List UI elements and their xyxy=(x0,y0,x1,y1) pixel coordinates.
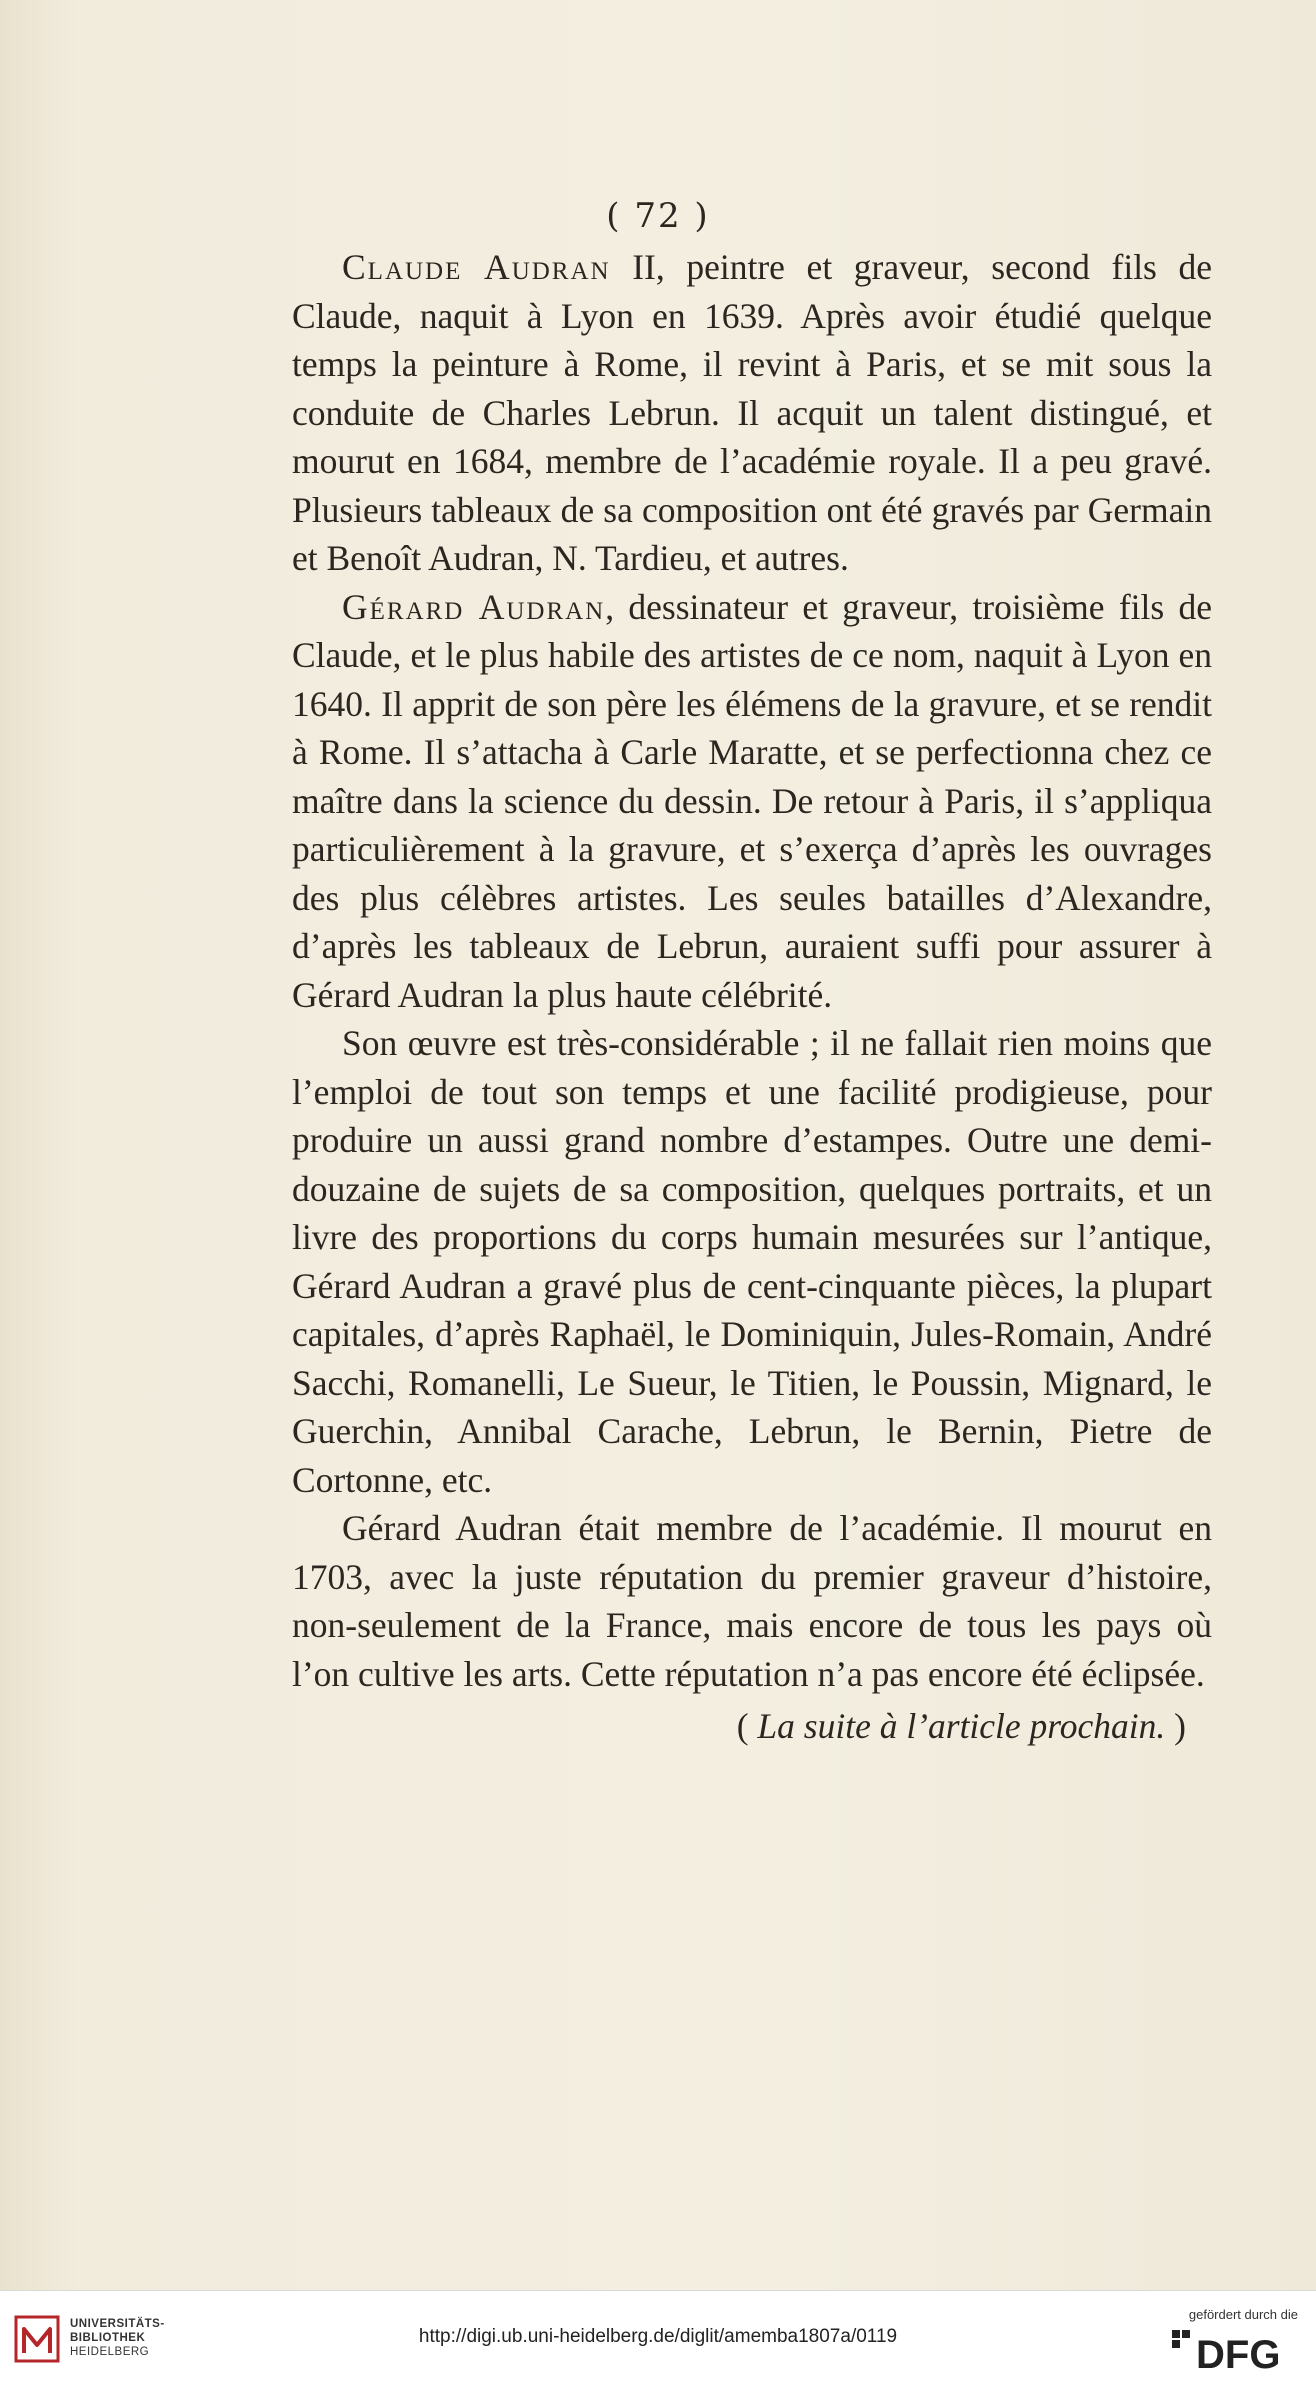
entry-name: Gérard Audran xyxy=(342,586,606,627)
permalink-url[interactable]: http://digi.ub.uni-heidelberg.de/diglit/amemba1807a/0119 xyxy=(418,2326,898,2347)
continuation-note: ( La suite à l’article prochain. ) xyxy=(736,1706,1186,1746)
paragraph-text: , dessinateur et graveur, troisième fils de Claude, et le plus habile des artistes de ce nom, naquit à Lyon en 1640. Il apprit de son père les élémens de la gravure, et se rendit à Rome. Il s’attacha à Carle Maratte, et se perfectionna chez ce maître dans la science du dessin. De retour à Paris, il s’appliqua particulièrement à la gravure, et s’exerça d’après les ouvrages des plus célèbres artistes. Les seules batailles d’Alexandre, d’après les tableaux de Lebrun, auraient suffi pour assurer à Gérard Audran la plus haute célébrité. xyxy=(292,586,1213,1015)
paragraph-text: II, peintre et graveur, second fils de Claude, naquit à Lyon en 1639. Après avoir étudié quelque temps la peinture à Rome, il revint à Paris, et se mit sous la conduite de Charles Lebrun. Il acquit un talent distingué, et mourut en 1684, membre de l’académie royale. Il a peu gravé. Plusieurs tableaux de sa composition ont été gravés par Germain et Benoît Audran, N. Tardieu, et autres. xyxy=(292,247,1213,578)
dfg-logo-icon xyxy=(1172,2330,1298,2372)
library-name[interactable]: UNIVERSITÄTS- BIBLIOTHEK HEIDELBERG xyxy=(70,2318,165,2358)
viewer-footer xyxy=(0,2290,1316,2387)
page-number: ( 72 ) xyxy=(606,196,710,236)
paragraph-oeuvre xyxy=(292,1019,1212,1504)
paragraph-academie xyxy=(292,1504,1212,1698)
paragraph-gerard-audran xyxy=(292,583,1212,1020)
article-body xyxy=(292,243,1212,1751)
funder-label: gefördert durch die xyxy=(1188,2307,1298,2322)
paragraph-text: Son œuvre est très-considérable ; il ne fallait rien moins que l’emploi de tout son temps et une facilité prodigieuse, pour produire un aussi grand nombre d’estampes. Outre une demi-douzaine de sujets de sa composition, quelques portraits, et un livre des proportions du corps humain mesurées sur l’antique, Gérard Audran a gravé plus de cent-cinquante pièces, la plupart capitales, d’après Raphaël, le Dominiquin, Jules-Romain, André Sacchi, Romanelli, Le Sueur, le Titien, le Poussin, Mignard, le Guerchin, Annibal Carache, Lebrun, le Bernin, Pietre de Cortonne, etc. xyxy=(292,1023,1212,1500)
paragraph-claude-audran xyxy=(292,243,1212,583)
paragraph-text: Gérard Audran était membre de l’académie. Il mourut en 1703, avec la juste réputation du premier graveur d’histoire, non-seulement de la France, mais encore de tous les pays où l’on cultive les arts. Cette réputation n’a pas encore été éclipsée. xyxy=(292,1508,1212,1694)
funder-block[interactable] xyxy=(1148,2307,1298,2377)
entry-name: Claude Audran xyxy=(342,247,611,287)
dfg-logo-text: DFG xyxy=(1196,2333,1281,2372)
